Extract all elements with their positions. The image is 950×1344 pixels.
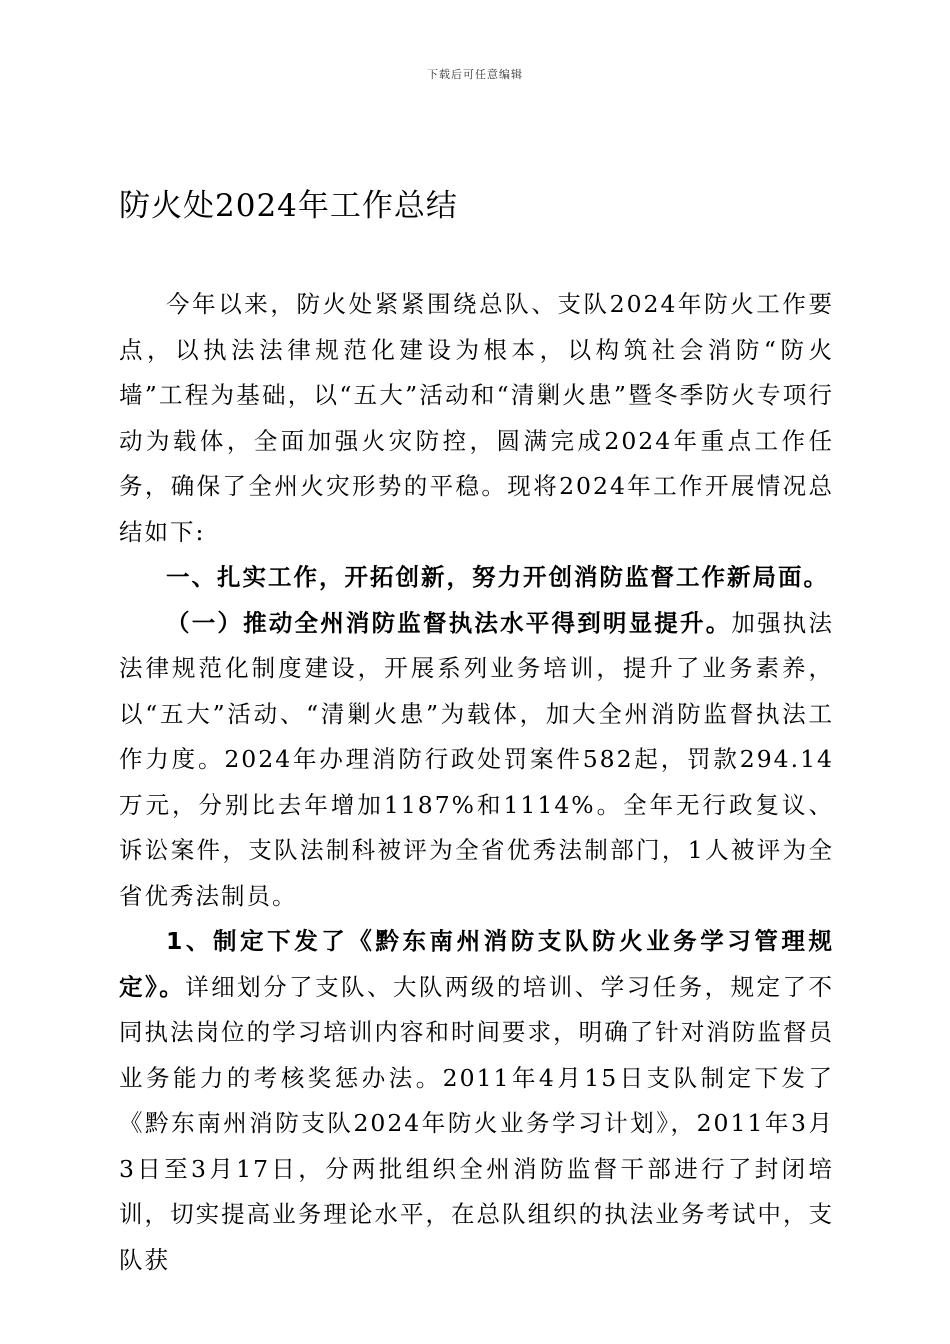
section-heading-1: 一、扎实工作，开拓创新，努力开创消防监督工作新局面。 xyxy=(166,563,829,591)
subsection-body-1: 加强执法法律规范化制度建设，开展系列业务培训，提升了业务素养，以“五大”活动、“清剿火患”为载体，加大全州消防监督执法工作力度。2024年办理消防行政处罚案件582起，罚款294.14万元，分别比去年增加1187%和1114%。全年无行政复议、诉讼案件，支队法制科被评为全省优秀法制部门，1人被评为全省优秀法制员。 xyxy=(119,608,835,910)
item-body-1: 详细划分了支队、大队两级的培训、学习任务，规定了不同执法岗位的学习培训内容和时间要求，明确了针对消防监督员业务能力的考核奖惩办法。2011年4月15日支队制定下发了《黔东南州消防支队2024年防火业务学习计划》，2011年3月3日至3月17日，分两批组织全州消防监督干部进行了封闭培训，切实提高业务理论水平，在总队组织的执法业务考试中，支队获 xyxy=(119,972,835,1274)
document-body xyxy=(119,282,834,1283)
header-note: 下载后可任意编辑 xyxy=(427,68,523,81)
subsection-paragraph-1 xyxy=(119,601,834,920)
item-title-1: 1、制定下发了《黔东南州消防支队防火业务学习管理规定》。 xyxy=(119,927,834,1001)
document-title: 防火处2024年工作总结 xyxy=(119,188,458,224)
subsection-title-1: （一）推动全州消防监督执法水平得到明显提升。 xyxy=(166,608,732,637)
item-paragraph-1 xyxy=(119,919,834,1283)
intro-paragraph: 今年以来，防火处紧紧围绕总队、支队2024年防火工作要点，以执法法律规范化建设为根本，以构筑社会消防“防火墙”工程为基础，以“五大”活动和“清剿火患”暨冬季防火专项行动为载体，全面加强火灾防控，圆满完成2024年重点工作任务，确保了全州火灾形势的平稳。现将2024年工作开展情况总结如下: xyxy=(119,290,834,546)
